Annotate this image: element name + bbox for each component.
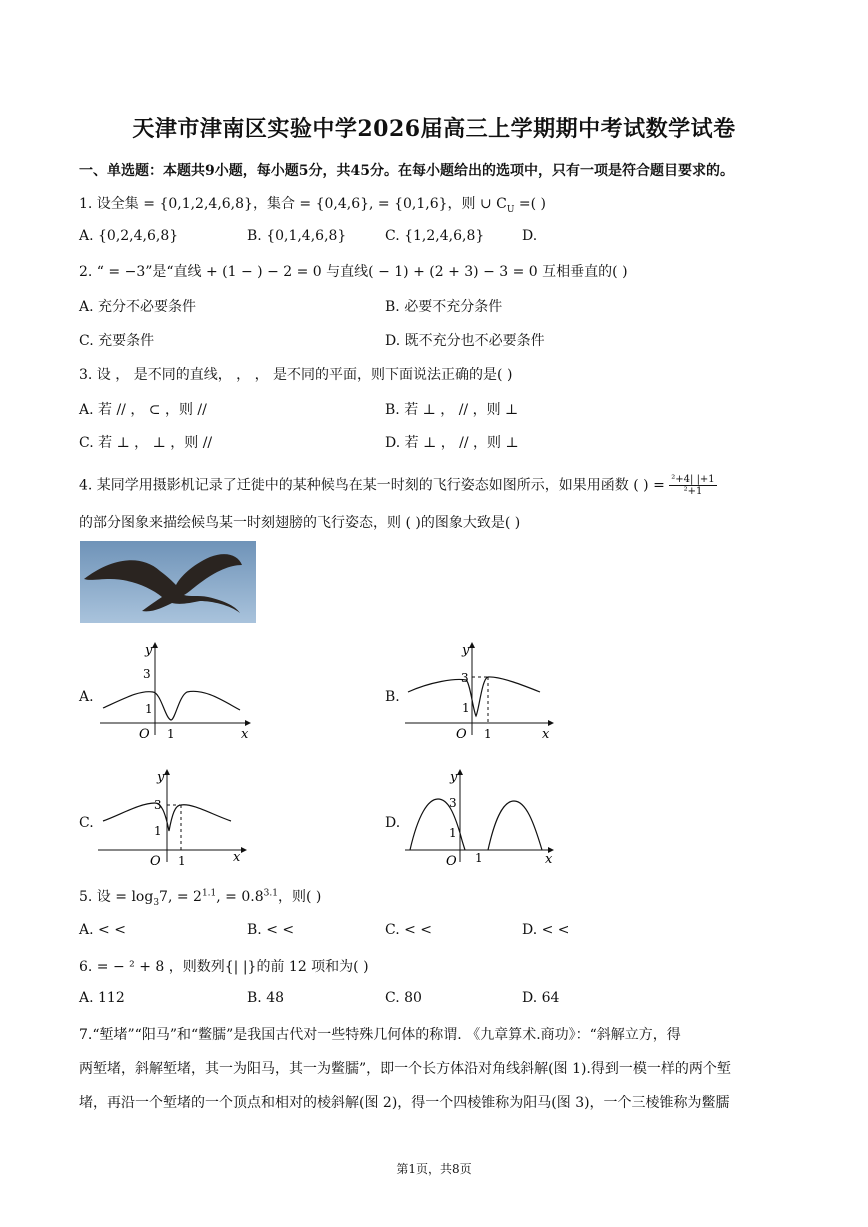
q5-option-a: A. < < bbox=[79, 922, 126, 938]
y-axis-arrow-icon bbox=[164, 769, 170, 775]
y-axis-label: y bbox=[450, 770, 458, 785]
tick-3: 3 bbox=[461, 671, 469, 685]
tick-1-y: 1 bbox=[449, 826, 457, 840]
q2-option-d: D. 既不充分也不必要条件 bbox=[385, 333, 545, 349]
q6-option-b: B. 48 bbox=[247, 990, 285, 1006]
curve-d-right bbox=[488, 801, 542, 850]
q4-stem-line1: 4. 某同学用摄影机记录了迁徙中的某种候鸟在某一时刻的飞行姿态如图所示，如果用函数 ( ) = $\frac{\text{²+4| |+1}}{\text{²+1}}$ bbox=[79, 474, 715, 497]
q7-line-1: 7.“堑堵”“阳马”和“鳖臑”是我国古代对一些特殊几何体的称谓. 《九章算术.商功》：“斜解立方，得 bbox=[79, 1027, 681, 1043]
q3-option-d: D. 若 ⊥ ， // ，则 ⊥ bbox=[385, 435, 519, 451]
y-axis-arrow-icon bbox=[457, 769, 463, 775]
q3-option-a: A. 若 // ， ⊂ ，则 // bbox=[79, 402, 207, 418]
graph-option-d bbox=[402, 767, 562, 867]
tick-1-x: 1 bbox=[484, 727, 492, 740]
q6-option-c: C. 80 bbox=[385, 990, 422, 1006]
tick-3: 3 bbox=[449, 796, 457, 810]
tick-1-y: 1 bbox=[145, 702, 153, 716]
origin-label: O bbox=[446, 854, 457, 867]
option-b-label: B. bbox=[385, 689, 400, 705]
x-axis-arrow-icon bbox=[241, 847, 247, 853]
q1-option-d: D. bbox=[522, 228, 538, 244]
q2-option-b: B. 必要不充分条件 bbox=[385, 299, 503, 315]
function-fraction: $\frac{\text{²+4| |+1}}{\text{²+1}}$ bbox=[671, 474, 715, 497]
q3-stem: 3. 设 ， 是不同的直线， ， ， 是不同的平面，则下面说法正确的是( ) bbox=[79, 367, 513, 383]
exam-title: 天津市津南区实验中学2026届高三上学期期中考试数学试卷 bbox=[132, 116, 736, 142]
q1-option-c: C. {1,2,4,6,8} bbox=[385, 228, 485, 244]
option-d-label: D. bbox=[385, 815, 401, 831]
q2-option-a: A. 充分不必要条件 bbox=[79, 299, 197, 315]
q4-stem-line2: 的部分图象来描绘候鸟某一时刻翅膀的飞行姿态，则 ( )的图象大致是( ) bbox=[79, 515, 521, 531]
y-axis-arrow-icon bbox=[469, 642, 475, 648]
origin-label: O bbox=[456, 727, 467, 740]
x-axis-label: x bbox=[542, 727, 550, 740]
y-axis-label: y bbox=[462, 643, 470, 658]
graph-option-b bbox=[400, 640, 560, 740]
x-axis-arrow-icon bbox=[245, 720, 251, 726]
q7-line-2: 两堑堵，斜解堑堵，其一为阳马，其一为鳖臑”，即一个长方体沿对角线斜解(图 1).得到一模一样的两个堑 bbox=[79, 1061, 731, 1077]
tick-3: 3 bbox=[154, 798, 162, 812]
tick-1-y: 1 bbox=[462, 701, 470, 715]
bird-photo bbox=[80, 541, 256, 623]
origin-label: O bbox=[139, 727, 150, 740]
tick-1-x: 1 bbox=[178, 854, 186, 867]
q5-stem: 5. 设 = $\log_37$, = $2^{1.1}$, = $0.8^{3.1}$，则( ) bbox=[79, 888, 322, 908]
q5-option-c: C. < < bbox=[385, 922, 433, 938]
q5-option-b: B. < < bbox=[247, 922, 295, 938]
graph-option-a bbox=[95, 640, 255, 740]
tick-1-x: 1 bbox=[167, 727, 175, 740]
section-heading: 一、单选题：本题共9小题，每小题5分，共45分。在每小题给出的选项中，只有一项是符合题目要求的。 bbox=[79, 163, 734, 179]
option-a-label: A. bbox=[79, 689, 94, 705]
q6-option-d: D. 64 bbox=[522, 990, 560, 1006]
graph-option-c bbox=[95, 767, 255, 867]
x-axis-label: x bbox=[241, 727, 249, 740]
origin-label: O bbox=[150, 854, 161, 867]
x-axis-arrow-icon bbox=[548, 720, 554, 726]
q1-option-a: A. {0,2,4,6,8} bbox=[79, 228, 179, 244]
tick-1-y: 1 bbox=[154, 824, 162, 838]
q1-stem: 1. 设全集 = {0,1,2,4,6,8}，集合 = {0,4,6}, = {0,1,6}，则 ∪ $C_U$ =( ) bbox=[79, 196, 547, 215]
q5-option-d: D. < < bbox=[522, 922, 570, 938]
tick-3: 3 bbox=[143, 667, 151, 681]
q2-stem: 2. “ = −3”是“直线 + (1 − ) − 2 = 0 与直线( − 1) + (2 + 3) − 3 = 0 互相垂直的( ) bbox=[79, 264, 628, 280]
curve-a bbox=[103, 691, 240, 720]
q3-option-c: C. 若 ⊥ ， ⊥ ，则 // bbox=[79, 435, 213, 451]
q1-option-b: B. {0,1,4,6,8} bbox=[247, 228, 347, 244]
q2-option-c: C. 充要条件 bbox=[79, 333, 155, 349]
q6-stem: 6. = − ² + 8 ，则数列{| |}的前 12 项和为( ) bbox=[79, 959, 369, 975]
q3-option-b: B. 若 ⊥ ， // ，则 ⊥ bbox=[385, 402, 519, 418]
curve-d-left bbox=[410, 799, 465, 850]
tick-1-x: 1 bbox=[475, 851, 483, 865]
curve-b bbox=[408, 677, 540, 716]
x-axis-label: x bbox=[545, 852, 553, 867]
y-axis-arrow-icon bbox=[152, 642, 158, 648]
q7-line-3: 堵，再沿一个堑堵的一个顶点和相对的棱斜解(图 2)，得一个四棱锥称为阳马(图 3)，一个三棱锥称为鳖臑 bbox=[79, 1095, 730, 1111]
y-axis-label: y bbox=[157, 770, 165, 785]
y-axis-label: y bbox=[145, 643, 153, 658]
option-c-label: C. bbox=[79, 815, 94, 831]
page-footer: 第1页，共8页 bbox=[396, 1162, 472, 1176]
q6-option-a: A. 112 bbox=[79, 990, 125, 1006]
x-axis-label: x bbox=[233, 850, 241, 865]
